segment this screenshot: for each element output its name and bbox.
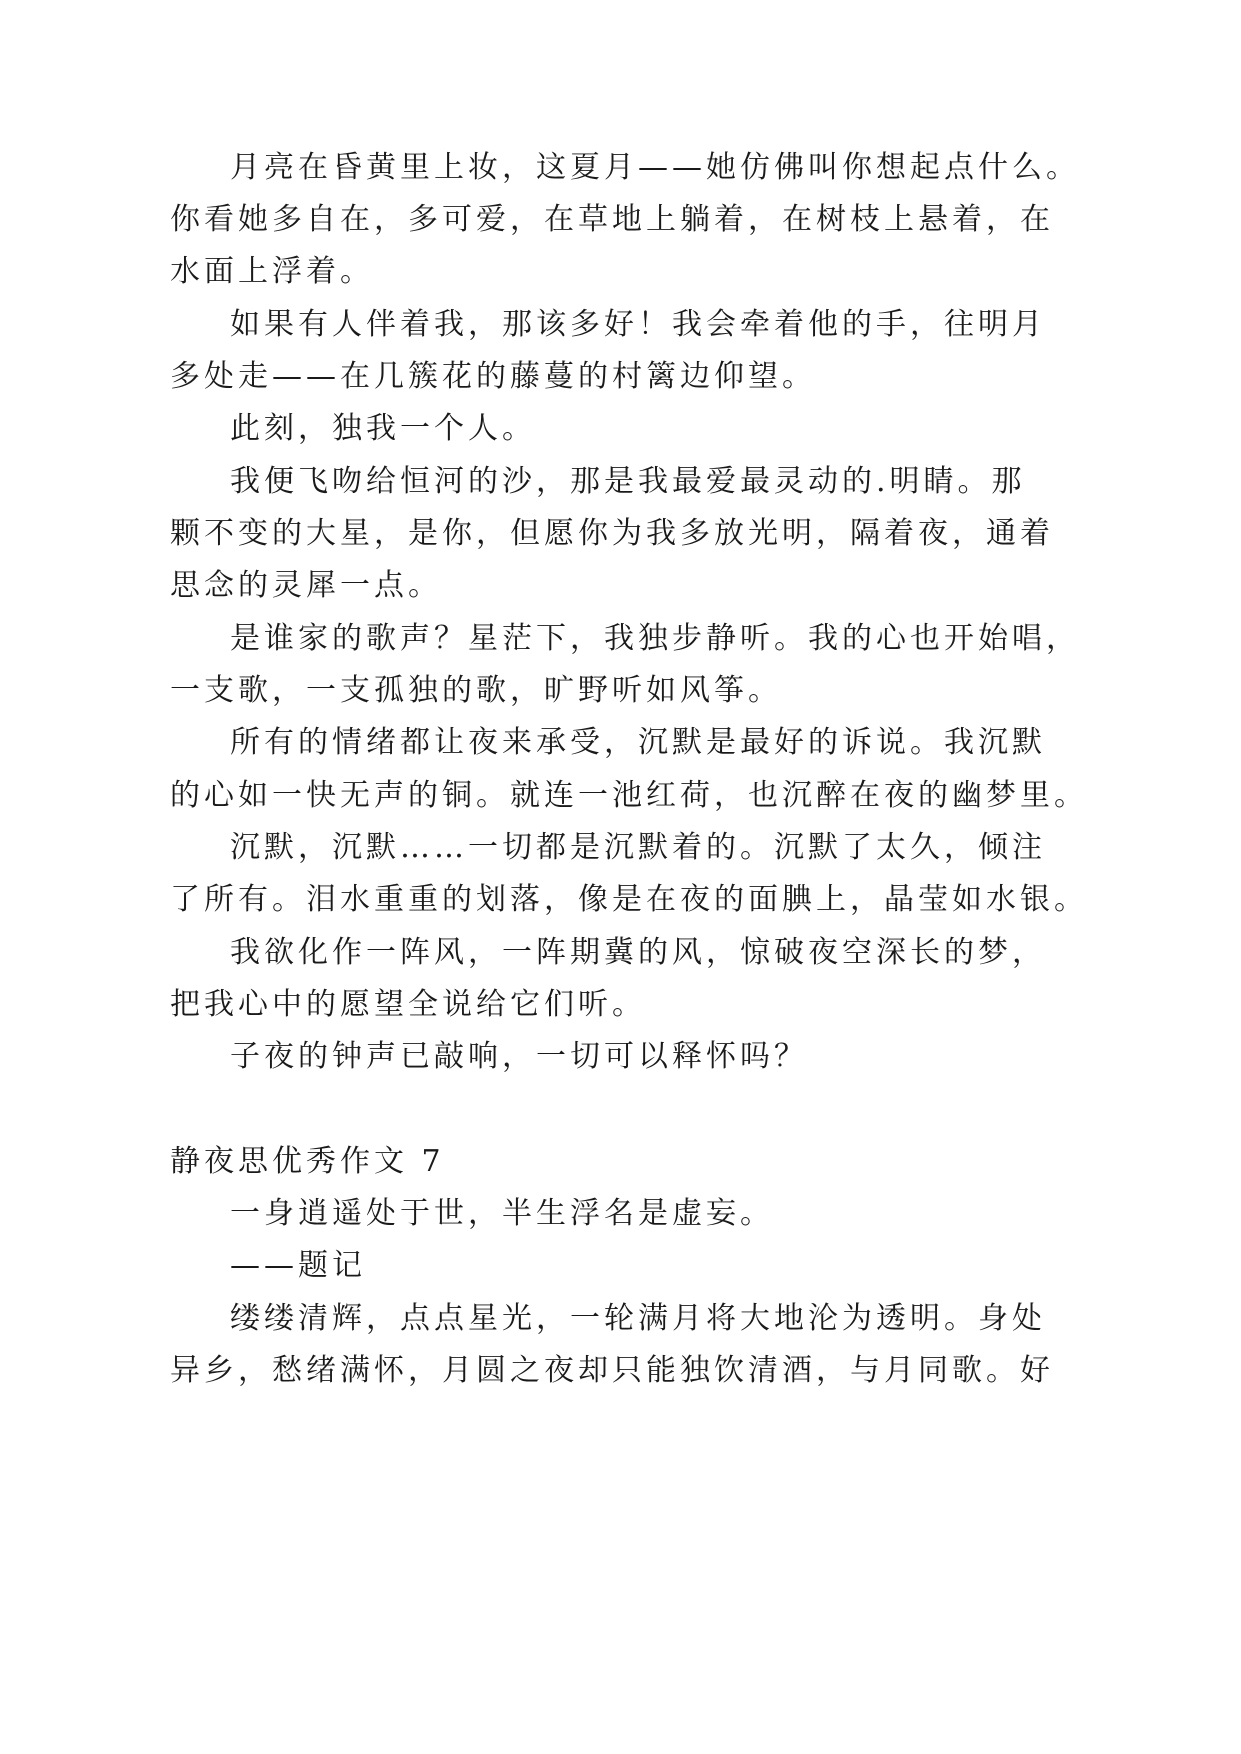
text-line: 的心如一快无声的铜。就连一池红荷，也沉醉在夜的幽梦里。 — [170, 778, 1088, 813]
text-line: 异乡，愁绪满怀，月圆之夜却只能独饮清酒，与月同歌。好 — [170, 1353, 1054, 1388]
text-line: 你看她多自在，多可爱，在草地上躺着，在树枝上悬着，在 — [170, 202, 1054, 237]
text-line: 我欲化作一阵风，一阵期冀的风，惊破夜空深长的梦， — [230, 935, 1046, 970]
text-line: 如果有人伴着我，那该多好！我会牵着他的手，往明月 — [230, 307, 1046, 342]
text-line: 水面上浮着。 — [170, 254, 374, 289]
text-line: 月亮在昏黄里上妆，这夏月——她仿佛叫你想起点什么。 — [230, 150, 1080, 185]
text-line: 了所有。泪水重重的划落，像是在夜的面腆上，晶莹如水银。 — [170, 882, 1088, 917]
text-line: 思念的灵犀一点。 — [170, 568, 442, 603]
text-line: 子夜的钟声已敲响，一切可以释怀吗？ — [230, 1039, 808, 1074]
text-line: 我便飞吻给恒河的沙，那是我最爱最灵动的.明睛。那 — [230, 464, 1026, 499]
text-line: ——题记 — [230, 1248, 366, 1283]
text-line: 一身逍遥处于世，半生浮名是虚妄。 — [230, 1196, 774, 1231]
section-heading: 静夜思优秀作文 7 — [170, 1144, 445, 1179]
text-line: 颗不变的大星，是你，但愿你为我多放光明，隔着夜，通着 — [170, 516, 1054, 551]
text-line: 把我心中的愿望全说给它们听。 — [170, 987, 646, 1022]
text-line: 沉默，沉默……一切都是沉默着的。沉默了太久，倾注 — [230, 830, 1046, 865]
text-line: 缕缕清辉，点点星光，一轮满月将大地沦为透明。身处 — [230, 1301, 1046, 1336]
text-line: 一支歌，一支孤独的歌，旷野听如风筝。 — [170, 673, 782, 708]
text-line: 此刻，独我一个人。 — [230, 411, 536, 446]
text-line: 多处走——在几簇花的藤蔓的村篱边仰望。 — [170, 359, 816, 394]
text-line: 是谁家的歌声？星茫下，我独步静听。我的心也开始唱， — [230, 621, 1080, 656]
text-line: 所有的情绪都让夜来承受，沉默是最好的诉说。我沉默 — [230, 725, 1046, 760]
